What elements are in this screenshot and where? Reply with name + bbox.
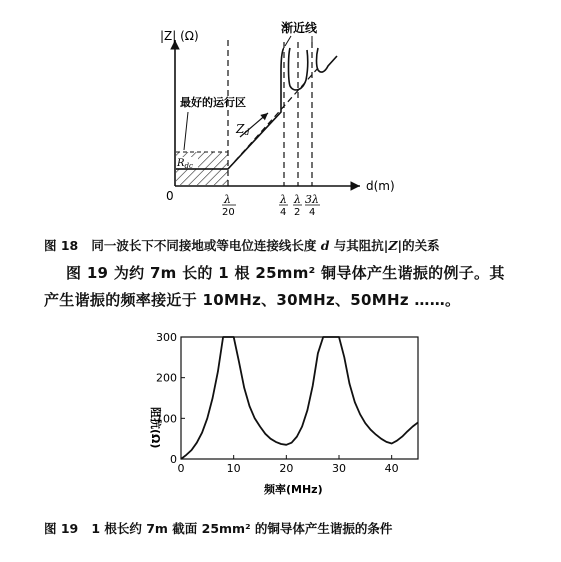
y-tick-label: 300: [156, 331, 177, 344]
fig18-asymptote-dashed: [228, 68, 318, 169]
x-tick-label: 0: [177, 462, 185, 475]
figure19-caption-text: 1 根长约 7m 截面 25mm² 的铜导体产生谐振的条件: [91, 521, 393, 536]
tick-l2: [293, 193, 302, 218]
figure19-caption-num: 图 19: [44, 521, 79, 536]
svg-text:4: 4: [280, 207, 287, 218]
x-tick-label: 20: [279, 462, 294, 475]
y-tick-label: 100: [156, 412, 177, 426]
svg-text:4: 4: [309, 207, 316, 218]
impedance-series-line: [181, 337, 418, 459]
svg-text:3λ: 3λ: [305, 193, 319, 206]
figure18-caption: [44, 236, 440, 254]
asymptote-label: 渐近线: [281, 21, 318, 35]
figure18-caption-text: 同一波长下不同接地或等电位连接线长度: [91, 238, 317, 253]
tick-l4: [279, 193, 288, 218]
chart-plot-frame: [181, 337, 418, 459]
y-tick-label: 200: [156, 371, 177, 385]
best-zone-label: 最好的运行区: [180, 96, 246, 109]
tick-3l4: [305, 193, 320, 218]
figure18-caption-text3: |的关系: [397, 238, 440, 253]
figure18-caption-var: d: [320, 238, 330, 253]
figure19-chart: [149, 331, 418, 496]
figure18-caption-num: 图 18: [44, 238, 79, 253]
fig18-y-axis-label: |Z| (Ω): [160, 29, 199, 43]
rdc-label: $R_{dc}$: [177, 158, 193, 170]
svg-text:λ: λ: [280, 193, 287, 206]
svg-text:2: 2: [294, 207, 301, 218]
fig18-origin-label: 0: [166, 189, 174, 203]
chart-ylabel: 阻抗(Ω): [149, 407, 162, 449]
best-zone-pointer: [184, 112, 188, 150]
paragraph-line-1: 图 19 为约 7m 长的 1 根 25mm² 铜导体产生谐振的例子。其: [66, 264, 505, 282]
x-tick-label: 40: [384, 462, 399, 475]
tick-l20: [222, 193, 236, 218]
chart-xlabel: 频率(MHz): [264, 483, 323, 496]
x-tick-label: 10: [226, 462, 241, 475]
figure18-diagram: [160, 20, 395, 218]
svg-text:20: 20: [222, 207, 235, 218]
fig18-x-axis-label: d(m): [366, 179, 395, 193]
svg-text:λ: λ: [224, 193, 231, 206]
y-tick-label: 0: [170, 453, 177, 466]
paragraph-line-2: 产生谐振的频率接近于 10MHz、30MHz、50MHz ……。: [44, 291, 461, 309]
x-tick-label: 30: [332, 462, 346, 475]
svg-text:λ: λ: [294, 193, 301, 206]
zd-label: Zd: [236, 122, 250, 137]
figure19-caption: [44, 519, 392, 537]
figure18-caption-text2: 与其阻抗|: [333, 238, 389, 253]
figure18-caption-var2: Z: [388, 238, 398, 253]
